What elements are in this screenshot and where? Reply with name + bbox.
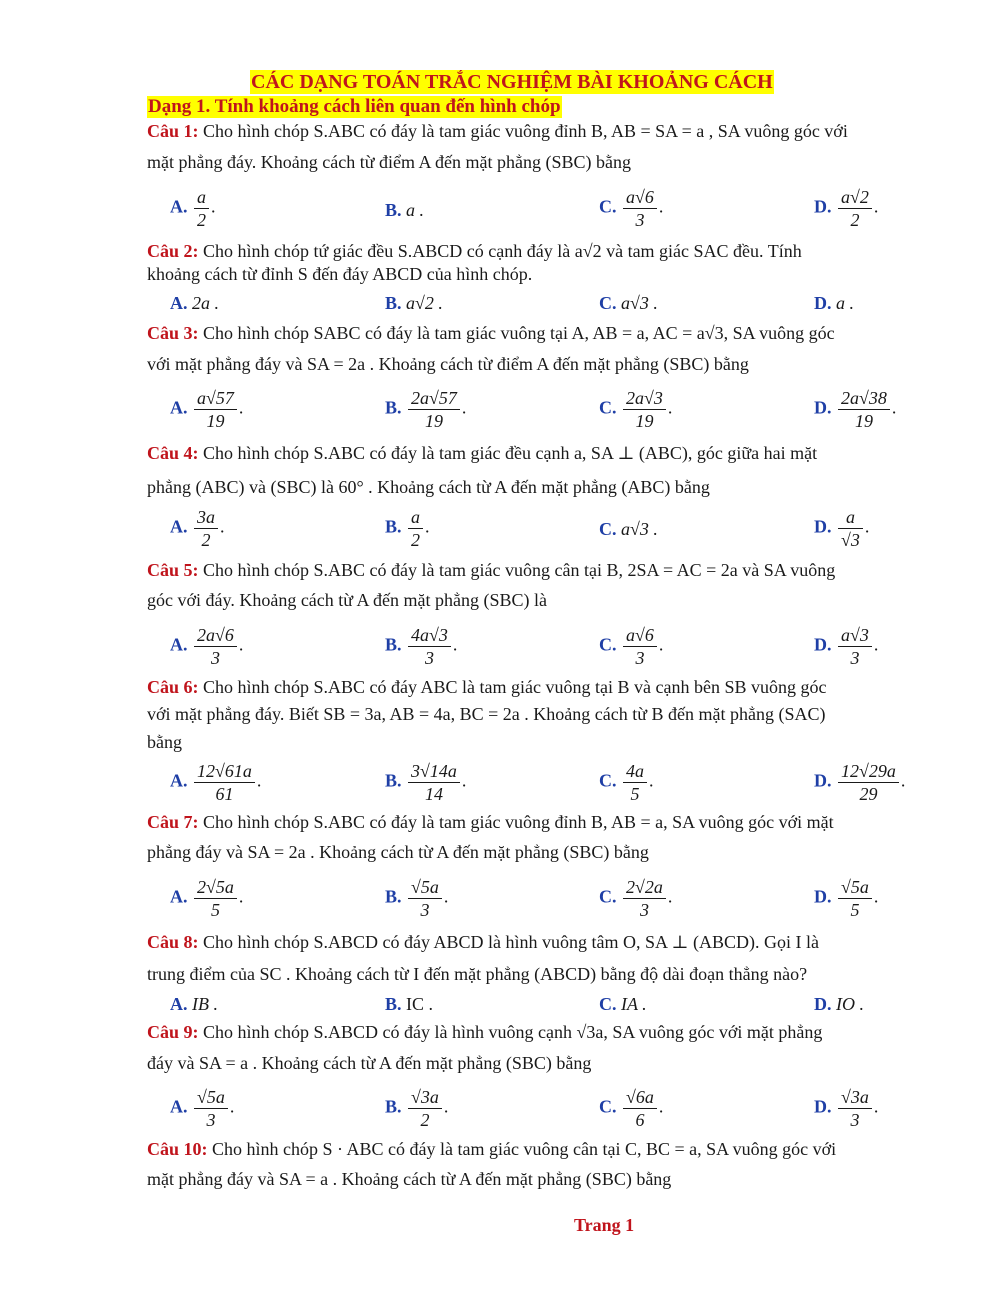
section-heading: Dạng 1. Tính khoảng cách liên quan đến hình chóp — [148, 96, 561, 117]
answer-1a: A. $\frac{a}{2}$ . — [170, 187, 216, 230]
answer-5c: C. $\frac{a√6}{3}$ . — [599, 625, 664, 668]
answer-8a: A. IB . — [170, 994, 218, 1014]
question-6-line-1: Câu 6: Cho hình chóp S.ABC có đáy ABC là tam giác vuông tại B và cạnh bên SB vuông góc — [147, 677, 827, 697]
answer-1c: C. $\frac{a√6}{3}$ . — [599, 187, 664, 230]
answer-8d: D. IO . — [814, 994, 864, 1014]
answer-9d: D. $\frac{√3a}{3}$ . — [814, 1087, 879, 1130]
answer-3a: A. $\frac{a√57}{19}$ . — [170, 388, 244, 431]
question-5-line-1: Câu 5: Cho hình chóp S.ABC có đáy là tam giác vuông cân tại B, 2SA = AC = 2a và SA vuông — [147, 560, 836, 580]
question-2-line-1: Câu 2: Cho hình chóp tứ giác đều S.ABCD có cạnh đáy là a√2 và tam giác SAC đều. Tính — [147, 241, 802, 261]
question-7-line-2: phẳng đáy và SA = 2a . Khoảng cách từ A đến mặt phẳng (SBC) bằng — [147, 842, 649, 862]
answer-9b: B. $\frac{√3a}{2}$ . — [385, 1087, 449, 1130]
page-number: Trang 1 — [574, 1215, 635, 1235]
question-10-line-1: Câu 10: Cho hình chóp S · ABC có đáy là tam giác vuông cân tại C, BC = a, SA vuông góc với — [147, 1139, 837, 1159]
answer-3c: C. $\frac{2a√3}{19}$ . — [599, 388, 673, 431]
answer-9a: A. $\frac{√5a}{3}$ . — [170, 1087, 235, 1130]
answer-6a: A. $\frac{12√61a}{61}$ . — [170, 761, 262, 804]
answer-7b: B. $\frac{√5a}{3}$ . — [385, 877, 449, 920]
question-7-line-1: Câu 7: Cho hình chóp S.ABC có đáy là tam giác vuông đỉnh B, AB = a, SA vuông góc với mặt — [147, 812, 834, 832]
question-3-line-2: với mặt phẳng đáy và SA = 2a . Khoảng cách từ điểm A đến mặt phẳng (SBC) bằng — [147, 354, 749, 374]
answer-6d: D. $\frac{12√29a}{29}$ . — [814, 761, 906, 804]
answer-7c: C. $\frac{2√2a}{3}$ . — [599, 877, 673, 920]
question-8-line-1: Câu 8: Cho hình chóp S.ABCD có đáy ABCD là hình vuông tâm O, SA ⊥ (ABCD). Gọi I là — [147, 932, 819, 952]
answer-4a: A. $\frac{3a}{2}$ . — [170, 507, 225, 550]
answer-1b: B. a . — [385, 200, 425, 220]
answer-5b: B. $\frac{4a√3}{3}$ . — [385, 625, 458, 668]
question-1-line-2: mặt phẳng đáy. Khoảng cách từ điểm A đến mặt phẳng (SBC) bằng — [147, 152, 631, 172]
answer-2d: D. a . — [814, 293, 854, 313]
answer-9c: C. $\frac{√6a}{6}$ . — [599, 1087, 664, 1130]
answer-6c: C. $\frac{4a}{5}$ . — [599, 761, 654, 804]
question-2-line-2: khoảng cách từ đỉnh S đến đáy ABCD của hình chóp. — [147, 264, 533, 284]
question-4-line-2: phẳng (ABC) và (SBC) là 60° . Khoảng cách từ A đến mặt phẳng (ABC) bằng — [147, 477, 710, 497]
question-3-line-1: Câu 3: Cho hình chóp SABC có đáy là tam giác vuông tại A, AB = a, AC = a√3, SA vuông góc — [147, 323, 835, 343]
answer-6b: B. $\frac{3√14a}{14}$ . — [385, 761, 467, 804]
question-1-line-1: Câu 1: Cho hình chóp S.ABC có đáy là tam giác vuông đỉnh B, AB = SA = a , SA vuông góc với — [147, 121, 848, 141]
answer-5a: A. $\frac{2a√6}{3}$ . — [170, 625, 244, 668]
page-title: CÁC DẠNG TOÁN TRẮC NGHIỆM BÀI KHOẢNG CÁCH — [251, 71, 773, 93]
answer-8c: C. IA . — [599, 994, 647, 1014]
question-6-line-2: với mặt phẳng đáy. Biết SB = 3a, AB = 4a, BC = 2a . Khoảng cách từ B đến mặt phẳng (SAC) — [147, 704, 826, 724]
question-5-line-2: góc với đáy. Khoảng cách từ A đến mặt phẳng (SBC) là — [147, 590, 548, 610]
answer-3d: D. $\frac{2a√38}{19}$ . — [814, 388, 897, 431]
answer-4c: C. a√3 . — [599, 519, 658, 539]
answer-7d: D. $\frac{√5a}{5}$ . — [814, 877, 879, 920]
answer-8b: B. IC . — [385, 994, 434, 1014]
answer-7a: A. $\frac{2√5a}{5}$ . — [170, 877, 244, 920]
question-9-line-2: đáy và SA = a . Khoảng cách từ A đến mặt phẳng (SBC) bằng — [147, 1053, 592, 1073]
answer-4b: B. $\frac{a}{2}$ . — [385, 507, 430, 550]
question-4-line-1: Câu 4: Cho hình chóp S.ABC có đáy là tam giác đều cạnh a, SA ⊥ (ABC), góc giữa hai mặt — [147, 443, 818, 463]
answer-1d: D. $\frac{a√2}{2}$ . — [814, 187, 879, 230]
question-6-line-3: bằng — [147, 732, 182, 752]
answer-5d: D. $\frac{a√3}{3}$ . — [814, 625, 879, 668]
answer-2b: B. a√2 . — [385, 293, 443, 313]
answer-2c: C. a√3 . — [599, 293, 658, 313]
answer-4d: D. $\frac{a}{√3}$ . — [814, 507, 870, 550]
question-8-line-2: trung điểm của SC . Khoảng cách từ I đến mặt phẳng (ABCD) bằng độ dài đoạn thẳng nào? — [147, 964, 808, 984]
question-9-line-1: Câu 9: Cho hình chóp S.ABCD có đáy là hình vuông cạnh √3a, SA vuông góc với mặt phẳng — [147, 1022, 823, 1042]
answer-3b: B. $\frac{2a√57}{19}$ . — [385, 388, 467, 431]
question-label: Câu 1: — [147, 121, 199, 141]
question-10-line-2: mặt phẳng đáy và SA = a . Khoảng cách từ A đến mặt phẳng (SBC) bằng — [147, 1169, 672, 1189]
answer-2a: A. 2a . — [170, 293, 219, 313]
